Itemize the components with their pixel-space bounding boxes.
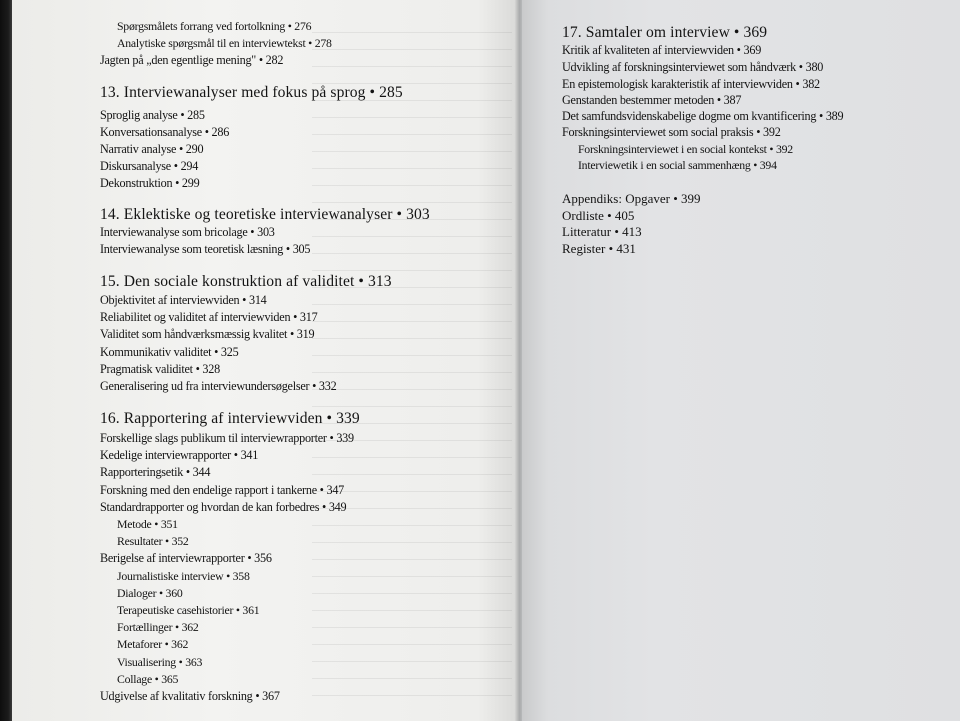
- toc-section-entry: Udvikling af forskningsinterviewet som håndværk • 380: [562, 60, 824, 74]
- toc-appendix-entry: Appendiks: Opgaver • 399: [562, 191, 701, 206]
- toc-chapter-heading: 16. Rapportering af interviewviden • 339: [100, 410, 360, 427]
- toc-section-entry: Genstanden bestemmer metoden • 387: [562, 93, 742, 107]
- toc-appendix-entry: Register • 431: [562, 241, 636, 256]
- toc-subsection-entry: Dialoger • 360: [117, 586, 183, 600]
- toc-chapter-heading: 15. Den sociale konstruktion af validitet • 313: [100, 273, 392, 290]
- toc-subsection-entry: Interviewetik i en social sammenhæng • 394: [578, 158, 777, 172]
- left-page: [12, 0, 518, 721]
- toc-section-entry: Forskningsinterviewet som social praksis • 392: [562, 125, 781, 139]
- toc-section-entry: Narrativ analyse • 290: [100, 142, 204, 156]
- toc-subsection-entry: Terapeutiske casehistorier • 361: [117, 603, 260, 617]
- toc-subsection-entry: Journalistiske interview • 358: [117, 569, 250, 583]
- toc-section-entry: Forskning med den endelige rapport i tankerne • 347: [100, 483, 345, 497]
- toc-section-entry: Forskellige slags publikum til interviewrapporter • 339: [100, 431, 354, 445]
- toc-section-entry: Pragmatisk validitet • 328: [100, 362, 220, 376]
- book-edge-shadow: [0, 0, 12, 721]
- toc-section-entry: Berigelse af interviewrapporter • 356: [100, 551, 272, 565]
- toc-section-entry: Standardrapporter og hvordan de kan forbedres • 349: [100, 500, 347, 514]
- toc-chapter-heading: 14. Eklektiske og teoretiske interviewanalyser • 303: [100, 206, 430, 223]
- bleed-through-text: [312, 20, 512, 700]
- toc-section-entry: Det samfundsvidenskabelige dogme om kvantificering • 389: [562, 109, 844, 123]
- toc-subsection-entry: Fortællinger • 362: [117, 620, 199, 634]
- toc-section-entry: Jagten på „den egentlige mening" • 282: [100, 53, 284, 67]
- toc-section-entry: Dekonstruktion • 299: [100, 176, 200, 190]
- toc-section-entry: Generalisering ud fra interviewundersøgelser • 332: [100, 379, 337, 393]
- toc-section-entry: Validitet som håndværksmæssig kvalitet • 319: [100, 327, 315, 341]
- toc-subsection-entry: Resultater • 352: [117, 534, 189, 548]
- toc-section-entry: Kommunikativ validitet • 325: [100, 345, 239, 359]
- toc-section-entry: Kedelige interviewrapporter • 341: [100, 448, 259, 462]
- toc-chapter-heading: 13. Interviewanalyser med fokus på sprog • 285: [100, 84, 403, 101]
- toc-section-entry: Rapporteringsetik • 344: [100, 465, 211, 479]
- toc-section-entry: Interviewanalyse som bricolage • 303: [100, 225, 275, 239]
- toc-subsection-entry: Metaforer • 362: [117, 637, 189, 651]
- toc-section-entry: Konversationsanalyse • 286: [100, 125, 230, 139]
- toc-subsection-entry: Metode • 351: [117, 517, 178, 531]
- toc-subsection-entry: Spørgsmålets forrang ved fortolkning • 276: [117, 19, 312, 33]
- toc-subsection-entry: Collage • 365: [117, 672, 179, 686]
- toc-section-entry: Diskursanalyse • 294: [100, 159, 199, 173]
- toc-section-entry: Udgivelse af kvalitativ forskning • 367: [100, 689, 280, 703]
- toc-section-entry: Objektivitet af interviewviden • 314: [100, 293, 267, 307]
- toc-appendix-entry: Litteratur • 413: [562, 224, 642, 239]
- toc-subsection-entry: Analytiske spørgsmål til en interviewtekst • 278: [117, 36, 332, 50]
- toc-chapter-heading: 17. Samtaler om interview • 369: [562, 24, 768, 41]
- toc-section-entry: En epistemologisk karakteristik af interviewviden • 382: [562, 77, 820, 91]
- toc-subsection-entry: Forskningsinterviewet i en social kontekst • 392: [578, 142, 793, 156]
- toc-section-entry: Sproglig analyse • 285: [100, 108, 205, 122]
- toc-section-entry: Kritik af kvaliteten af interviewviden • 369: [562, 43, 762, 57]
- toc-section-entry: Reliabilitet og validitet af interviewviden • 317: [100, 310, 318, 324]
- right-page: [522, 0, 960, 721]
- toc-appendix-entry: Ordliste • 405: [562, 208, 635, 223]
- toc-subsection-entry: Visualisering • 363: [117, 655, 203, 669]
- toc-section-entry: Interviewanalyse som teoretisk læsning • 305: [100, 242, 311, 256]
